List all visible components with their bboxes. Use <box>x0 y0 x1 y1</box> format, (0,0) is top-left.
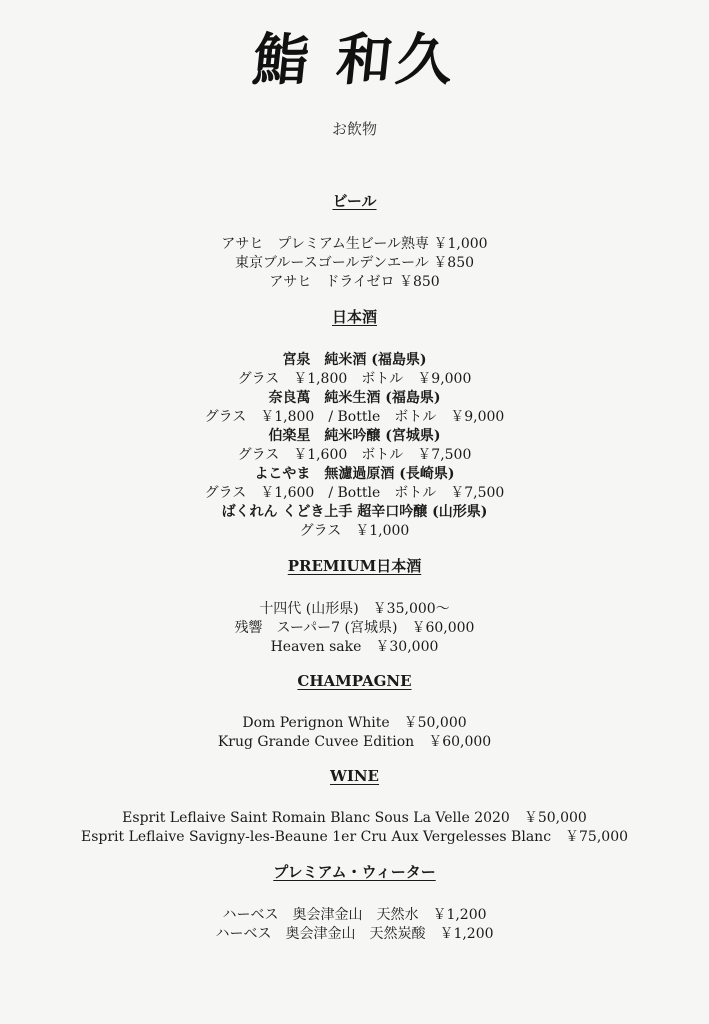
sake-name: 宮泉 純米酒 (福島県) <box>282 352 427 368</box>
menu-item: アサヒ プレミアム生ビール熟専 ￥1,000 <box>221 236 488 252</box>
section-title: PREMIUM日本酒 <box>287 557 422 575</box>
menu-item: Esprit Leflaive Saint Romain Blanc Sous La Velle 2020 ￥50,000 <box>122 810 587 826</box>
section-title: CHAMPAGNE <box>297 672 412 690</box>
menu-item: ハーベス 奥会津金山 天然水 ￥1,200 <box>222 907 487 923</box>
sake-name: ばくれん くどき上手 超辛口吟醸 (山形県) <box>221 504 488 520</box>
section-gap <box>0 657 709 671</box>
menu-section <box>0 190 709 292</box>
menu-item: 残響 スーパー7 (宮城県) ￥60,000 <box>234 620 475 636</box>
menu-item: グラス ￥1,600 / Bottle ボトル ￥7,500 <box>204 485 505 501</box>
menu-section <box>0 306 709 541</box>
menu-item: Dom Perignon White ￥50,000 <box>242 715 467 731</box>
section-title: プレミアム・ウィーター <box>273 863 436 881</box>
menu-section <box>0 671 709 752</box>
menu-section <box>0 555 709 657</box>
page-subtitle: お飲物 <box>331 120 377 138</box>
section-title: 日本酒 <box>331 308 377 326</box>
menu-item: 十四代 (山形県) ￥35,000〜 <box>259 601 450 617</box>
drinks-menu <box>0 190 709 944</box>
sake-name: よこやま 無濾過原酒 (長崎県) <box>254 466 455 482</box>
section-gap <box>0 752 709 766</box>
menu-item: Esprit Leflaive Savigny-les-Beaune 1er Cru Aux Vergelesses Blanc ￥75,000 <box>80 829 629 845</box>
menu-item: アサヒ ドライゼロ ￥850 <box>269 274 440 290</box>
section-title: WINE <box>329 767 379 785</box>
logo-text: 鮨 和久 <box>249 27 460 93</box>
menu-item: Krug Grande Cuvee Edition ￥60,000 <box>217 734 492 750</box>
menu-section <box>0 766 709 847</box>
menu-item: グラス ￥1,000 <box>299 523 410 539</box>
sake-name: 伯楽星 純米吟醸 (宮城県) <box>268 428 441 444</box>
menu-item: 東京ブルースゴールデンエール ￥850 <box>234 255 475 271</box>
menu-section <box>0 861 709 944</box>
section-gap <box>0 847 709 861</box>
logo <box>0 28 709 92</box>
menu-item: グラス ￥1,800 / Bottle ボトル ￥9,000 <box>204 409 505 425</box>
section-gap <box>0 541 709 555</box>
section-gap <box>0 292 709 306</box>
menu-item: グラス ￥1,800 ボトル ￥9,000 <box>237 371 472 387</box>
menu-item: グラス ￥1,600 ボトル ￥7,500 <box>237 447 472 463</box>
menu-item: Heaven sake ￥30,000 <box>270 639 439 655</box>
menu-item: ハーベス 奥会津金山 天然炭酸 ￥1,200 <box>215 926 494 942</box>
sake-name: 奈良萬 純米生酒 (福島県) <box>268 390 441 406</box>
section-title: ビール <box>332 192 377 210</box>
